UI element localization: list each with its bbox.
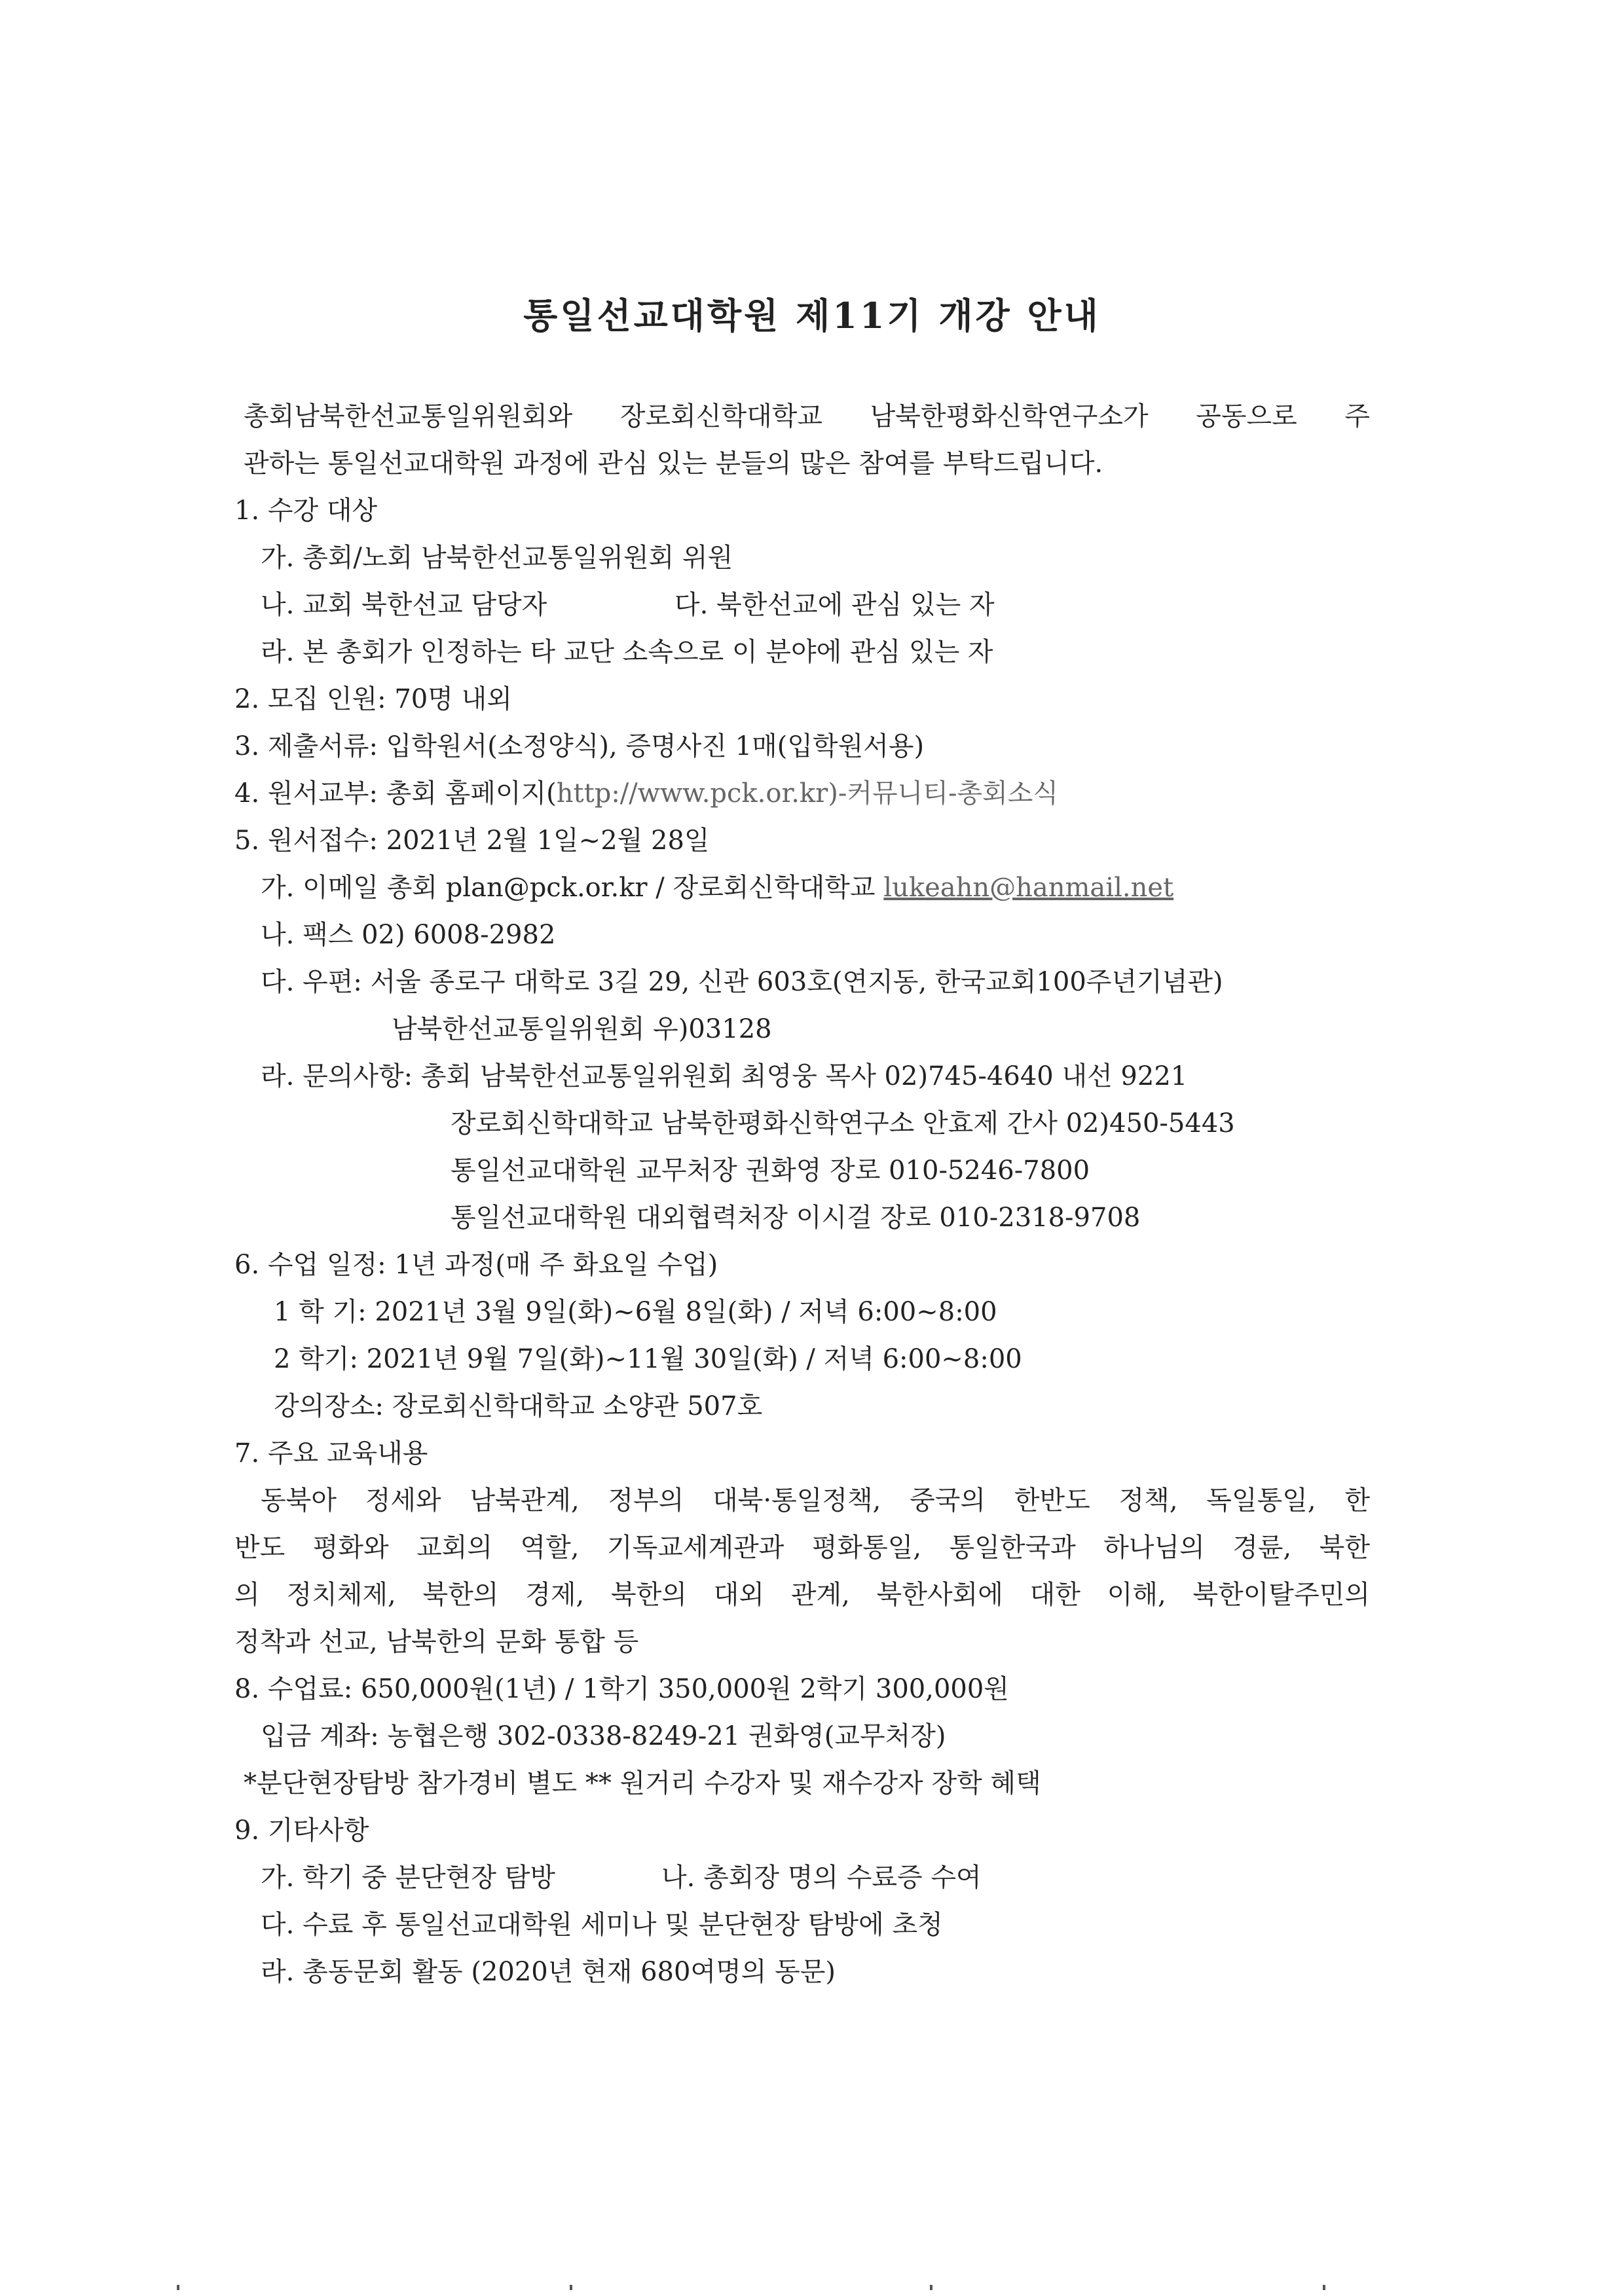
section-5-heading: 5. 원서접수: 2021년 2월 1일~2월 28일 — [234, 826, 710, 856]
section-5-post-2: 남북한선교통일위원회 우)03128 — [392, 1014, 772, 1044]
section-9-item-a: 가. 학기 중 분단현장 탐방 — [261, 1863, 555, 1893]
section-7-line-4: 정착과 선교, 남북한의 문화 통합 등 — [234, 1627, 639, 1657]
section-5-email — [261, 869, 1173, 906]
document-title: 통일선교대학원 제11기 개강 안내 — [523, 295, 1101, 337]
section-1-item-a: 가. 총회/노회 남북한선교통일위원회 위원 — [261, 543, 733, 573]
section-8-account: 입금 계좌: 농협은행 302-0338-8249-21 권화영(교무처장) — [261, 1721, 946, 1751]
section-5-inquiry-1: 라. 문의사항: 총회 남북한선교통일위원회 최영웅 목사 02)745-4640 내선 9221 — [261, 1061, 1188, 1091]
section-5-inquiry-4: 통일선교대학원 대외협력처장 이시걸 장로 010-2318-9708 — [451, 1203, 1141, 1233]
scan-mark — [570, 2285, 572, 2290]
section-1-item-c: 다. 북한선교에 관심 있는 자 — [674, 590, 995, 620]
email-prefix: 가. 이메일 총회 plan@pck.or.kr / 장로회신학대학교 — [261, 873, 884, 903]
section-4-suffix: )-커뮤니티-총회소식 — [828, 778, 1059, 809]
section-5-inquiry-3: 통일선교대학원 교무처장 권화영 장로 010-5246-7800 — [451, 1156, 1090, 1186]
section-6-place: 강의장소: 장로회신학대학교 소양관 507호 — [274, 1391, 763, 1421]
section-6-heading: 6. 수업 일정: 1년 과정(매 주 화요일 수업) — [234, 1250, 718, 1280]
section-8-heading: 8. 수업료: 650,000원(1년) / 1학기 350,000원 2학기 300,000원 — [234, 1674, 1009, 1704]
section-9-item-c: 다. 수료 후 통일선교대학원 세미나 및 분단현장 탐방에 초청 — [261, 1910, 943, 1940]
section-1-heading: 1. 수강 대상 — [234, 496, 378, 526]
section-9-heading: 9. 기타사항 — [234, 1815, 369, 1846]
intro-line-1: 총회남북한선교통일위원회와 장로회신학대학교 남북한평화신학연구소가 공동으로 주 — [244, 401, 1370, 431]
section-3-documents: 3. 제출서류: 입학원서(소정양식), 증명사진 1매(입학원서용) — [234, 731, 925, 761]
section-1-item-b: 나. 교회 북한선교 담당자 — [261, 590, 547, 620]
section-5-fax: 나. 팩스 02) 6008-2982 — [261, 920, 556, 950]
email-link[interactable]: lukeahn@hanmail.net — [883, 873, 1174, 903]
section-9-item-b: 나. 총회장 명의 수료증 수여 — [661, 1863, 982, 1893]
section-5-post-1: 다. 우편: 서울 종로구 대학로 3길 29, 신관 603호(연지동, 한국교회100주년기념관) — [261, 967, 1223, 997]
section-7-line-1: 동북아 정세와 남북관계, 정부의 대북·통일정책, 중국의 한반도 정책, 독일통일, 한 — [261, 1485, 1370, 1516]
scan-mark — [930, 2285, 932, 2290]
section-6-term-1: 1 학 기: 2021년 3월 9일(화)~6월 8일(화) / 저녁 6:00~8:00 — [274, 1297, 997, 1327]
section-7-heading: 7. 주요 교육내용 — [234, 1438, 428, 1468]
homepage-url: http://www.pck.or.kr — [556, 778, 828, 809]
section-9-item-d: 라. 총동문회 활동 (2020년 현재 680여명의 동문) — [261, 1957, 836, 1987]
scan-mark — [177, 2285, 179, 2290]
section-1-item-d: 라. 본 총회가 인정하는 타 교단 소속으로 이 분야에 관심 있는 자 — [261, 637, 993, 667]
section-7-line-2: 반도 평화와 교회의 역할, 기독교세계관과 평화통일, 통일한국과 하나님의 경륜, 북한 — [234, 1533, 1370, 1563]
section-4-prefix: 4. 원서교부: 총회 홈페이지( — [234, 778, 557, 809]
scan-mark — [1323, 2285, 1325, 2290]
section-4-application-form — [234, 775, 1058, 812]
section-7-line-3: 의 정치체제, 북한의 경제, 북한의 대외 관계, 북한사회에 대한 이해, 북한이탈주민의 — [234, 1580, 1370, 1610]
section-6-term-2: 2 학기: 2021년 9월 7일(화)~11월 30일(화) / 저녁 6:00~8:00 — [274, 1344, 1022, 1374]
intro-line-2: 관하는 통일선교대학원 과정에 관심 있는 분들의 많은 참여를 부탁드립니다. — [244, 448, 1103, 479]
section-5-inquiry-2: 장로회신학대학교 남북한평화신학연구소 안효제 간사 02)450-5443 — [451, 1108, 1235, 1139]
section-8-note: *분단현장탐방 참가경비 별도 ** 원거리 수강자 및 재수강자 장학 혜택 — [244, 1768, 1041, 1798]
section-2-recruitment: 2. 모집 인원: 70명 내외 — [234, 684, 512, 714]
